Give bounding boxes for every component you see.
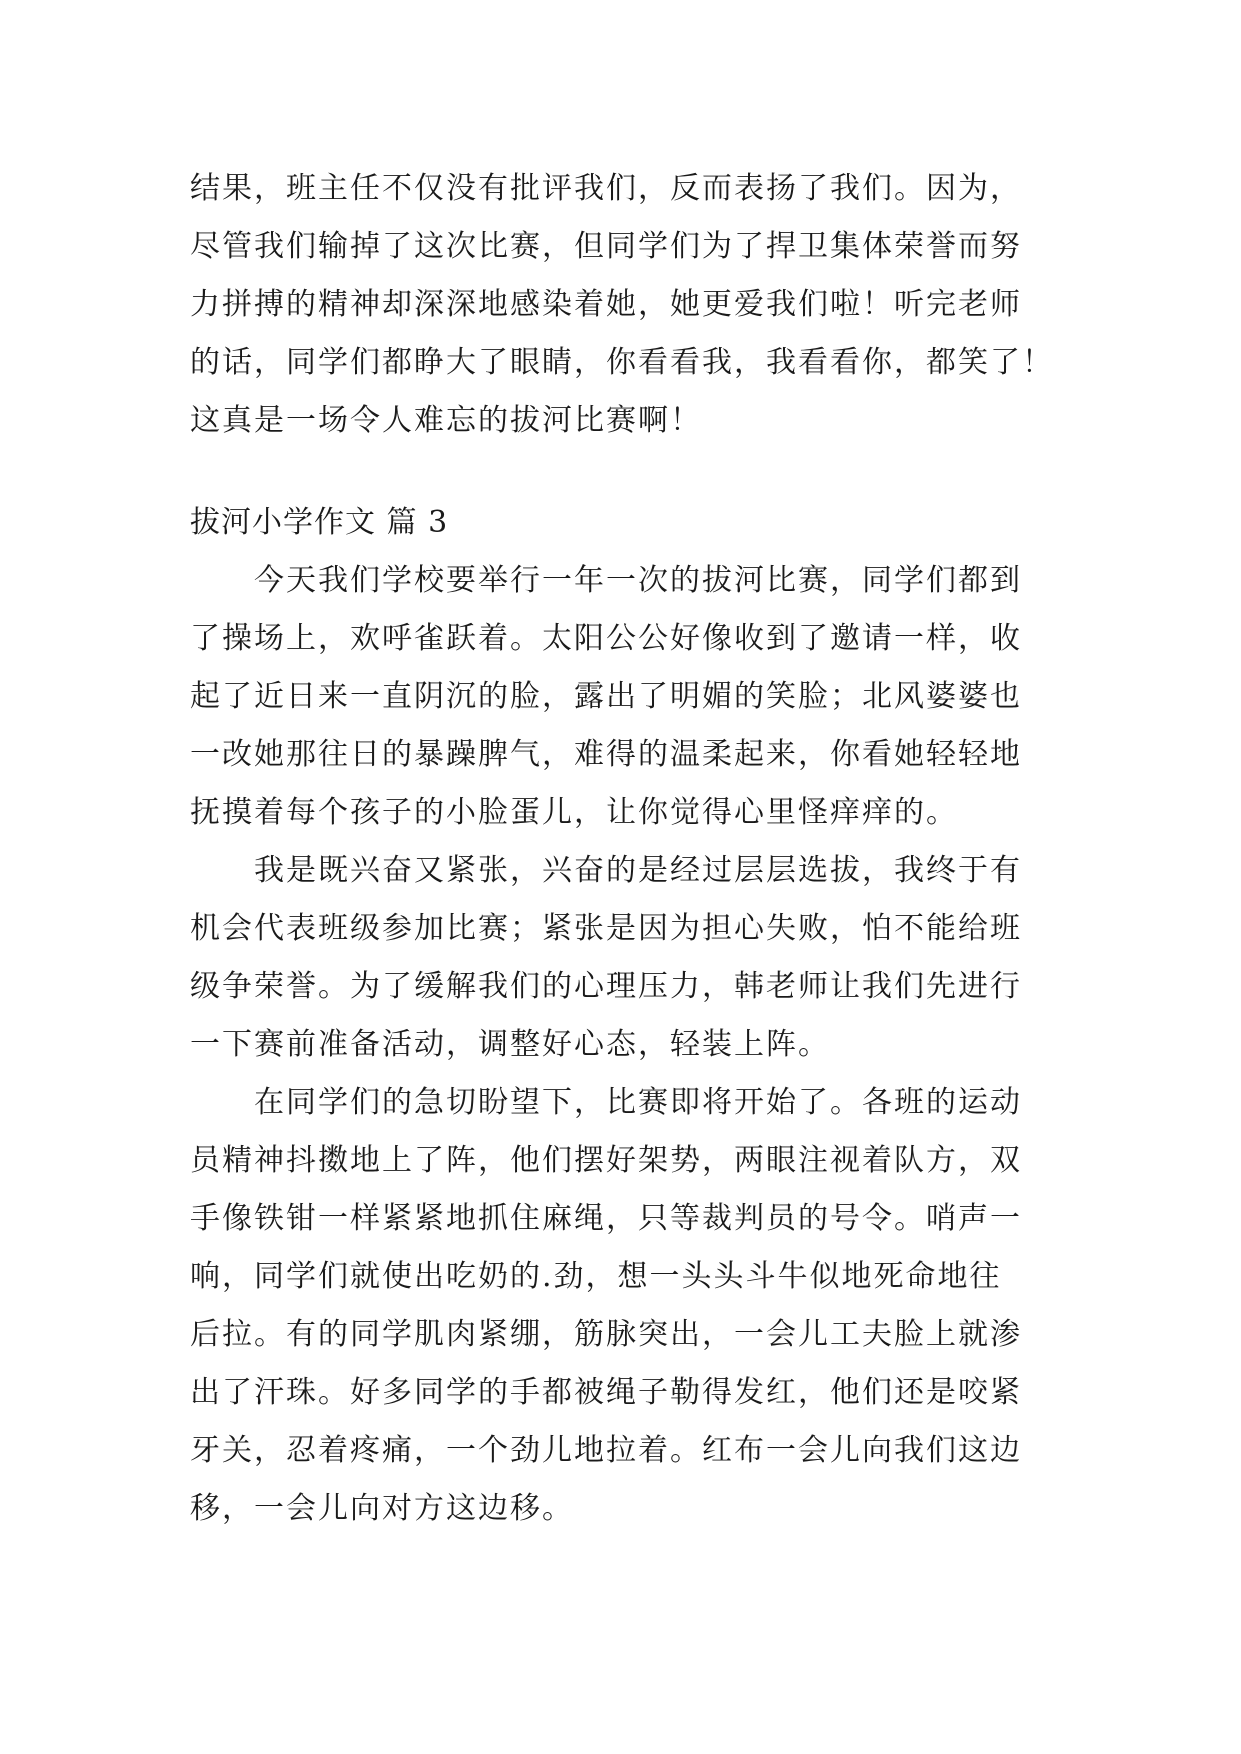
text-line: 牙关，忍着疼痛，一个劲儿地拉着。红布一会儿向我们这边 <box>190 1433 1022 1468</box>
text-line: 的话，同学们都睁大了眼睛，你看看我，我看看你，都笑了！ <box>190 345 1054 380</box>
paragraph-3 <box>190 1074 1070 1538</box>
text-line: 了操场上，欢呼雀跃着。太阳公公好像收到了邀请一样，收 <box>190 621 1022 656</box>
intro-paragraph <box>190 160 1070 450</box>
text-line: 响，同学们就使出吃奶的.劲，想一头头斗牛似地死命地往 <box>190 1259 1002 1294</box>
section-title: 拔河小学作文 篇 3 <box>190 505 449 540</box>
text-line: 尽管我们输掉了这次比赛，但同学们为了捍卫集体荣誉而努 <box>190 229 1022 264</box>
text-line: 力拼搏的精神却深深地感染着她，她更爱我们啦！听完老师 <box>190 287 1022 322</box>
text-line: 手像铁钳一样紧紧地抓住麻绳，只等裁判员的号令。哨声一 <box>190 1201 1022 1236</box>
text-line: 级争荣誉。为了缓解我们的心理压力，韩老师让我们先进行 <box>190 969 1022 1004</box>
text-line: 在同学们的急切盼望下，比赛即将开始了。各班的运动 <box>254 1085 1022 1120</box>
text-line: 我是既兴奋又紧张，兴奋的是经过层层选拔，我终于有 <box>254 853 1022 888</box>
text-line: 抚摸着每个孩子的小脸蛋儿，让你觉得心里怪痒痒的。 <box>190 795 958 830</box>
text-line: 一下赛前准备活动，调整好心态，轻装上阵。 <box>190 1027 830 1062</box>
document-body <box>190 160 1070 1538</box>
text-line: 员精神抖擞地上了阵，他们摆好架势，两眼注视着队方，双 <box>190 1143 1022 1178</box>
paragraph-1 <box>190 552 1070 842</box>
text-line: 这真是一场令人难忘的拔河比赛啊！ <box>190 403 702 438</box>
text-line: 出了汗珠。好多同学的手都被绳子勒得发红，他们还是咬紧 <box>190 1375 1022 1410</box>
paragraph-2 <box>190 842 1070 1074</box>
text-line: 今天我们学校要举行一年一次的拔河比赛，同学们都到 <box>254 563 1022 598</box>
section-gap <box>190 450 1070 494</box>
text-line: 移，一会儿向对方这边移。 <box>190 1491 574 1526</box>
text-line: 机会代表班级参加比赛；紧张是因为担心失败，怕不能给班 <box>190 911 1022 946</box>
text-line: 后拉。有的同学肌肉紧绷，筋脉突出，一会儿工夫脸上就渗 <box>190 1317 1022 1352</box>
text-line: 起了近日来一直阴沉的脸，露出了明媚的笑脸；北风婆婆也 <box>190 679 1022 714</box>
text-line: 一改她那往日的暴躁脾气，难得的温柔起来，你看她轻轻地 <box>190 737 1022 772</box>
text-line: 结果，班主任不仅没有批评我们，反而表扬了我们。因为， <box>190 171 1022 206</box>
